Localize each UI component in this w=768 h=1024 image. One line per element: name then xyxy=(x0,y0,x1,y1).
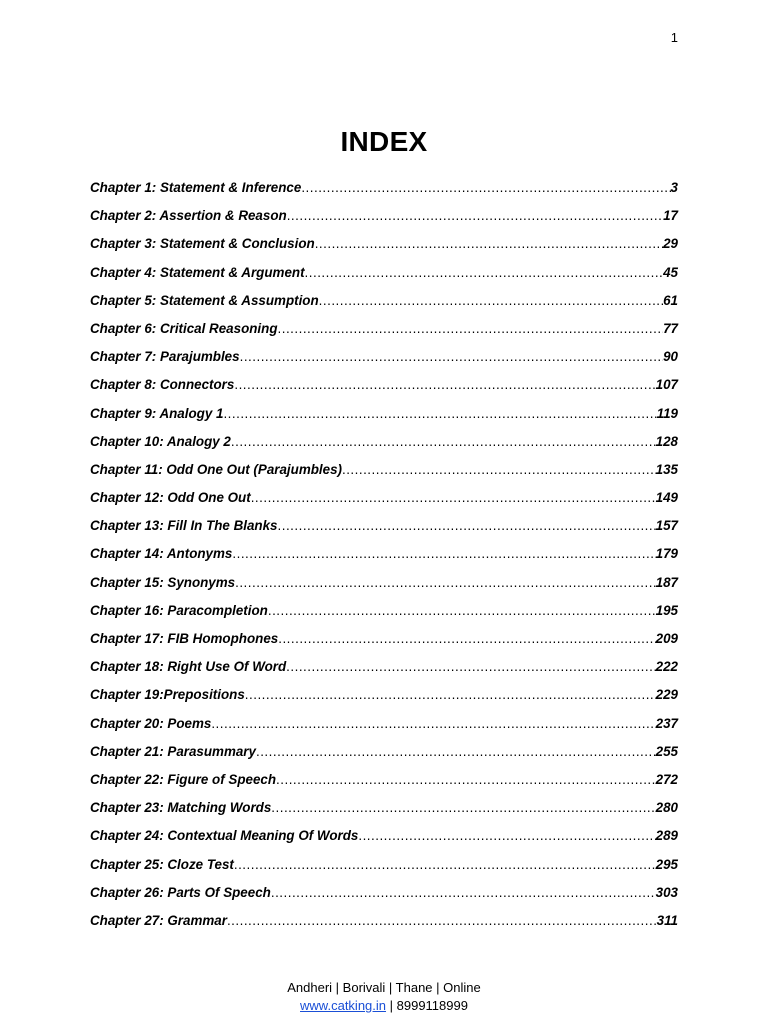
toc-page-number: 280 xyxy=(655,800,678,816)
toc-dot-leader xyxy=(301,176,670,200)
toc-page-number: 222 xyxy=(655,659,678,675)
toc-entry[interactable] xyxy=(90,232,678,260)
toc-page-number: 29 xyxy=(663,236,678,252)
toc-chapter-title: Chapter 3: Statement & Conclusion xyxy=(90,236,315,252)
toc-entry[interactable] xyxy=(90,402,678,430)
toc-dot-leader xyxy=(271,796,655,820)
toc-page-number: 107 xyxy=(655,377,678,393)
toc-entry[interactable] xyxy=(90,345,678,373)
toc-page-number: 237 xyxy=(655,715,678,731)
toc-dot-leader xyxy=(256,740,656,764)
toc-page-number: 157 xyxy=(655,518,678,534)
toc-entry[interactable] xyxy=(90,683,678,711)
toc-chapter-title: Chapter 21: Parasummary xyxy=(90,743,256,759)
toc-entry[interactable] xyxy=(90,599,678,627)
toc-dot-leader xyxy=(227,909,657,933)
toc-page-number: 289 xyxy=(655,828,678,844)
toc-page-number: 17 xyxy=(663,208,678,224)
toc-entry[interactable] xyxy=(90,204,678,232)
toc-dot-leader xyxy=(278,514,656,538)
toc-chapter-title: Chapter 6: Critical Reasoning xyxy=(90,320,278,336)
toc-chapter-title: Chapter 12: Odd One Out xyxy=(90,490,251,506)
toc-chapter-title: Chapter 13: Fill In The Blanks xyxy=(90,518,278,534)
toc-page-number: 295 xyxy=(655,856,678,872)
toc-entry[interactable] xyxy=(90,655,678,683)
toc-page-number: 119 xyxy=(656,405,678,421)
toc-chapter-title: Chapter 25: Cloze Test xyxy=(90,856,234,872)
toc-page-number: 195 xyxy=(655,602,678,618)
toc-dot-leader xyxy=(287,204,663,228)
toc-entry[interactable] xyxy=(90,514,678,542)
toc-entry[interactable] xyxy=(90,430,678,458)
table-of-contents xyxy=(90,176,678,937)
toc-dot-leader xyxy=(286,655,655,679)
toc-entry[interactable] xyxy=(90,712,678,740)
toc-dot-leader xyxy=(271,881,656,905)
footer-contact xyxy=(0,997,768,1015)
toc-page-number: 149 xyxy=(655,490,678,506)
toc-chapter-title: Chapter 20: Poems xyxy=(90,715,212,731)
toc-chapter-title: Chapter 26: Parts Of Speech xyxy=(90,884,271,900)
toc-entry[interactable] xyxy=(90,740,678,768)
toc-page-number: 209 xyxy=(655,631,678,646)
toc-page-number: 229 xyxy=(655,687,678,703)
toc-dot-leader xyxy=(276,768,656,792)
toc-dot-leader xyxy=(234,373,655,397)
toc-entry[interactable] xyxy=(90,317,678,345)
toc-entry[interactable] xyxy=(90,176,678,204)
toc-page-number: 179 xyxy=(655,546,678,562)
toc-entry[interactable] xyxy=(90,881,678,909)
toc-chapter-title: Chapter 24: Contextual Meaning Of Words xyxy=(90,828,359,844)
toc-page-number: 311 xyxy=(656,912,678,928)
toc-dot-leader xyxy=(278,627,655,651)
toc-page-number: 187 xyxy=(655,574,678,590)
toc-chapter-title: Chapter 2: Assertion & Reason xyxy=(90,208,287,224)
toc-dot-leader xyxy=(358,824,655,848)
toc-entry[interactable] xyxy=(90,768,678,796)
toc-dot-leader xyxy=(319,289,663,313)
toc-page-number: 255 xyxy=(655,743,678,759)
toc-page-number: 90 xyxy=(663,349,678,365)
toc-entry[interactable] xyxy=(90,909,678,937)
toc-page-number: 128 xyxy=(655,433,678,449)
toc-entry[interactable] xyxy=(90,627,678,655)
toc-page-number: 3 xyxy=(670,180,678,195)
toc-chapter-title: Chapter 5: Statement & Assumption xyxy=(90,292,319,308)
toc-dot-leader xyxy=(231,430,656,454)
toc-dot-leader xyxy=(235,571,656,595)
toc-page-number: 61 xyxy=(663,292,678,308)
toc-entry[interactable] xyxy=(90,571,678,599)
toc-chapter-title: Chapter 10: Analogy 2 xyxy=(90,433,231,449)
footer-locations: Andheri | Borivali | Thane | Online xyxy=(287,980,481,995)
toc-chapter-title: Chapter 17: FIB Homophones xyxy=(90,631,279,646)
toc-chapter-title: Chapter 8: Connectors xyxy=(90,377,235,393)
toc-chapter-title: Chapter 18: Right Use Of Word xyxy=(90,659,287,675)
phone-number: 8999118999 xyxy=(396,998,468,1013)
toc-chapter-title: Chapter 11: Odd One Out (Parajumbles) xyxy=(90,461,342,477)
toc-chapter-title: Chapter 15: Synonyms xyxy=(90,574,236,590)
toc-chapter-title: Chapter 14: Antonyms xyxy=(90,546,233,562)
toc-dot-leader xyxy=(211,712,655,736)
toc-page-number: 272 xyxy=(655,771,678,787)
toc-page-number: 303 xyxy=(655,884,678,900)
toc-dot-leader xyxy=(223,402,656,426)
toc-chapter-title: Chapter 1: Statement & Inference xyxy=(90,180,302,195)
toc-page-number: 135 xyxy=(655,461,678,477)
toc-entry[interactable] xyxy=(90,458,678,486)
toc-dot-leader xyxy=(234,853,656,877)
toc-chapter-title: Chapter 16: Paracompletion xyxy=(90,602,268,618)
toc-dot-leader xyxy=(305,261,664,285)
toc-dot-leader xyxy=(251,486,656,510)
footer xyxy=(0,979,768,1015)
website-link[interactable]: www.catking.in xyxy=(300,998,387,1013)
toc-page-number: 77 xyxy=(663,320,678,336)
toc-entry[interactable] xyxy=(90,486,678,514)
toc-chapter-title: Chapter 22: Figure of Speech xyxy=(90,771,277,787)
toc-chapter-title: Chapter 4: Statement & Argument xyxy=(90,264,305,280)
toc-dot-leader xyxy=(268,599,656,623)
toc-entry[interactable] xyxy=(90,289,678,317)
toc-page-number: 45 xyxy=(663,264,678,280)
toc-entry[interactable] xyxy=(90,796,678,824)
page-number: 1 xyxy=(670,30,678,45)
toc-entry[interactable] xyxy=(90,542,678,570)
toc-chapter-title: Chapter 19:Prepositions xyxy=(90,687,245,703)
toc-dot-leader xyxy=(278,317,664,341)
toc-entry[interactable] xyxy=(90,853,678,881)
toc-entry[interactable] xyxy=(90,373,678,401)
toc-dot-leader xyxy=(315,232,663,256)
toc-dot-leader xyxy=(342,458,656,482)
page-title: INDEX xyxy=(340,126,428,157)
toc-chapter-title: Chapter 27: Grammar xyxy=(90,912,227,928)
toc-dot-leader xyxy=(232,542,655,566)
toc-chapter-title: Chapter 9: Analogy 1 xyxy=(90,405,224,421)
footer-separator: | xyxy=(386,998,397,1013)
toc-chapter-title: Chapter 23: Matching Words xyxy=(90,800,272,816)
toc-entry[interactable] xyxy=(90,824,678,852)
toc-entry[interactable] xyxy=(90,261,678,289)
toc-dot-leader xyxy=(240,345,664,369)
toc-chapter-title: Chapter 7: Parajumbles xyxy=(90,349,240,365)
toc-dot-leader xyxy=(245,683,656,707)
